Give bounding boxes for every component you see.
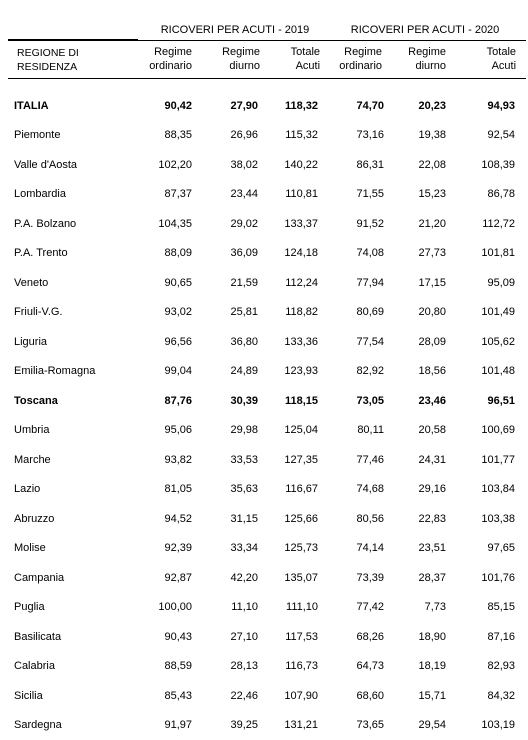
value-cell: 29,02 [203, 209, 267, 239]
region-cell: Molise [8, 534, 138, 564]
value-cell: 38,02 [203, 150, 267, 180]
value-cell: 103,84 [454, 475, 526, 505]
value-cell: 27,73 [390, 239, 454, 269]
value-cell: 27,90 [203, 91, 267, 121]
table-row [8, 622, 526, 652]
region-cell: Umbria [8, 416, 138, 446]
header-group-row [8, 20, 526, 40]
value-cell: 64,73 [324, 652, 390, 682]
value-cell: 23,44 [203, 180, 267, 210]
region-cell: Marche [8, 445, 138, 475]
value-cell: 21,59 [203, 268, 267, 298]
value-cell: 74,14 [324, 534, 390, 564]
table-row [8, 357, 526, 387]
value-cell: 91,97 [138, 711, 203, 740]
value-cell: 125,73 [267, 534, 324, 564]
header-ordinario-2020 [324, 40, 390, 79]
table-row [8, 504, 526, 534]
value-cell: 108,39 [454, 150, 526, 180]
value-cell: 85,43 [138, 681, 203, 711]
value-cell: 118,82 [267, 298, 324, 328]
region-cell: Veneto [8, 268, 138, 298]
hospitalization-rate-table [8, 20, 526, 740]
value-cell: 103,19 [454, 711, 526, 740]
value-cell: 71,55 [324, 180, 390, 210]
region-cell: Basilicata [8, 622, 138, 652]
value-cell: 80,69 [324, 298, 390, 328]
table-row [8, 180, 526, 210]
value-cell: 133,37 [267, 209, 324, 239]
value-cell: 125,66 [267, 504, 324, 534]
value-cell: 33,34 [203, 534, 267, 564]
value-cell: 20,23 [390, 91, 454, 121]
value-cell: 31,15 [203, 504, 267, 534]
value-cell: 103,38 [454, 504, 526, 534]
value-cell: 101,76 [454, 563, 526, 593]
value-cell: 28,09 [390, 327, 454, 357]
value-cell: 115,32 [267, 121, 324, 151]
value-cell: 24,31 [390, 445, 454, 475]
value-cell: 29,54 [390, 711, 454, 740]
value-cell: 22,08 [390, 150, 454, 180]
header-line: diurno [415, 60, 446, 72]
header-line: Regime [154, 46, 192, 58]
table-row [8, 416, 526, 446]
table-row [8, 711, 526, 740]
value-cell: 99,04 [138, 357, 203, 387]
header-line: Regime [344, 46, 382, 58]
value-cell: 18,19 [390, 652, 454, 682]
region-cell: Valle d'Aosta [8, 150, 138, 180]
header-totale-2019 [267, 40, 324, 79]
header-sub-row [8, 40, 526, 79]
value-cell: 74,70 [324, 91, 390, 121]
value-cell: 94,52 [138, 504, 203, 534]
value-cell: 82,92 [324, 357, 390, 387]
table-row [8, 593, 526, 623]
value-cell: 86,78 [454, 180, 526, 210]
value-cell: 20,80 [390, 298, 454, 328]
value-cell: 29,16 [390, 475, 454, 505]
value-cell: 80,11 [324, 416, 390, 446]
value-cell: 93,82 [138, 445, 203, 475]
value-cell: 96,51 [454, 386, 526, 416]
value-cell: 74,08 [324, 239, 390, 269]
value-cell: 77,94 [324, 268, 390, 298]
value-cell: 77,42 [324, 593, 390, 623]
value-cell: 125,04 [267, 416, 324, 446]
header-line: Acuti [296, 60, 320, 72]
header-line: Acuti [492, 60, 516, 72]
value-cell: 25,81 [203, 298, 267, 328]
header-region: REGIONE DI RESIDENZA [8, 40, 138, 79]
value-cell: 117,53 [267, 622, 324, 652]
value-cell: 135,07 [267, 563, 324, 593]
value-cell: 92,39 [138, 534, 203, 564]
table-row [8, 386, 526, 416]
value-cell: 100,00 [138, 593, 203, 623]
value-cell: 35,63 [203, 475, 267, 505]
region-cell: Calabria [8, 652, 138, 682]
table-header [8, 20, 526, 79]
header-line: Regime [222, 46, 260, 58]
value-cell: 88,09 [138, 239, 203, 269]
region-cell: Campania [8, 563, 138, 593]
header-line: ordinario [339, 60, 382, 72]
value-cell: 92,54 [454, 121, 526, 151]
table-row [8, 534, 526, 564]
value-cell: 30,39 [203, 386, 267, 416]
value-cell: 73,05 [324, 386, 390, 416]
value-cell: 100,69 [454, 416, 526, 446]
region-cell: P.A. Trento [8, 239, 138, 269]
header-group-2020: RICOVERI PER ACUTI - 2020 [324, 20, 526, 40]
value-cell: 140,22 [267, 150, 324, 180]
value-cell: 101,48 [454, 357, 526, 387]
value-cell: 33,53 [203, 445, 267, 475]
value-cell: 18,56 [390, 357, 454, 387]
value-cell: 21,20 [390, 209, 454, 239]
header-line: ordinario [149, 60, 192, 72]
table-row [8, 209, 526, 239]
value-cell: 97,65 [454, 534, 526, 564]
value-cell: 68,60 [324, 681, 390, 711]
table-row [8, 652, 526, 682]
value-cell: 107,90 [267, 681, 324, 711]
value-cell: 18,90 [390, 622, 454, 652]
value-cell: 88,35 [138, 121, 203, 151]
value-cell: 80,56 [324, 504, 390, 534]
value-cell: 116,73 [267, 652, 324, 682]
header-corner-cell [8, 20, 138, 40]
value-cell: 118,32 [267, 91, 324, 121]
region-cell: Friuli-V.G. [8, 298, 138, 328]
value-cell: 26,96 [203, 121, 267, 151]
region-cell: ITALIA [8, 91, 138, 121]
value-cell: 36,80 [203, 327, 267, 357]
table-row [8, 150, 526, 180]
value-cell: 93,02 [138, 298, 203, 328]
value-cell: 17,15 [390, 268, 454, 298]
header-diurno-2019 [203, 40, 267, 79]
value-cell: 104,35 [138, 209, 203, 239]
value-cell: 123,93 [267, 357, 324, 387]
value-cell: 42,20 [203, 563, 267, 593]
value-cell: 84,32 [454, 681, 526, 711]
value-cell: 91,52 [324, 209, 390, 239]
value-cell: 24,89 [203, 357, 267, 387]
header-line: Regime [408, 46, 446, 58]
table-row [8, 268, 526, 298]
table-row [8, 298, 526, 328]
value-cell: 39,25 [203, 711, 267, 740]
value-cell: 87,76 [138, 386, 203, 416]
value-cell: 127,35 [267, 445, 324, 475]
value-cell: 95,06 [138, 416, 203, 446]
value-cell: 19,38 [390, 121, 454, 151]
value-cell: 77,46 [324, 445, 390, 475]
value-cell: 105,62 [454, 327, 526, 357]
value-cell: 36,09 [203, 239, 267, 269]
value-cell: 7,73 [390, 593, 454, 623]
table-row [8, 327, 526, 357]
value-cell: 74,68 [324, 475, 390, 505]
value-cell: 68,26 [324, 622, 390, 652]
value-cell: 133,36 [267, 327, 324, 357]
value-cell: 73,39 [324, 563, 390, 593]
region-cell: Lazio [8, 475, 138, 505]
value-cell: 110,81 [267, 180, 324, 210]
table-row [8, 445, 526, 475]
value-cell: 73,16 [324, 121, 390, 151]
region-cell: Abruzzo [8, 504, 138, 534]
header-totale-2020 [454, 40, 526, 79]
header-group-2019: RICOVERI PER ACUTI - 2019 [138, 20, 324, 40]
value-cell: 90,42 [138, 91, 203, 121]
value-cell: 94,93 [454, 91, 526, 121]
value-cell: 118,15 [267, 386, 324, 416]
value-cell: 82,93 [454, 652, 526, 682]
value-cell: 81,05 [138, 475, 203, 505]
value-cell: 11,10 [203, 593, 267, 623]
value-cell: 29,98 [203, 416, 267, 446]
header-line: Totale [487, 46, 516, 58]
value-cell: 102,20 [138, 150, 203, 180]
value-cell: 87,16 [454, 622, 526, 652]
value-cell: 112,24 [267, 268, 324, 298]
region-cell: Toscana [8, 386, 138, 416]
region-cell: Sicilia [8, 681, 138, 711]
value-cell: 77,54 [324, 327, 390, 357]
value-cell: 73,65 [324, 711, 390, 740]
table-row [8, 239, 526, 269]
region-cell: P.A. Bolzano [8, 209, 138, 239]
table-row [8, 121, 526, 151]
header-diurno-2020 [390, 40, 454, 79]
value-cell: 101,77 [454, 445, 526, 475]
value-cell: 87,37 [138, 180, 203, 210]
value-cell: 116,67 [267, 475, 324, 505]
table-row [8, 681, 526, 711]
value-cell: 20,58 [390, 416, 454, 446]
value-cell: 88,59 [138, 652, 203, 682]
value-cell: 90,65 [138, 268, 203, 298]
value-cell: 92,87 [138, 563, 203, 593]
value-cell: 95,09 [454, 268, 526, 298]
value-cell: 86,31 [324, 150, 390, 180]
header-line: diurno [229, 60, 260, 72]
table-body [8, 79, 526, 740]
value-cell: 28,37 [390, 563, 454, 593]
header-ordinario-2019 [138, 40, 203, 79]
table-row [8, 475, 526, 505]
value-cell: 15,71 [390, 681, 454, 711]
region-cell: Puglia [8, 593, 138, 623]
value-cell: 23,46 [390, 386, 454, 416]
header-spacer [8, 79, 526, 92]
value-cell: 23,51 [390, 534, 454, 564]
region-cell: Sardegna [8, 711, 138, 740]
region-cell: Emilia-Romagna [8, 357, 138, 387]
value-cell: 28,13 [203, 652, 267, 682]
value-cell: 101,49 [454, 298, 526, 328]
value-cell: 22,83 [390, 504, 454, 534]
value-cell: 90,43 [138, 622, 203, 652]
table-row [8, 563, 526, 593]
value-cell: 22,46 [203, 681, 267, 711]
value-cell: 96,56 [138, 327, 203, 357]
table-row [8, 91, 526, 121]
region-cell: Lombardia [8, 180, 138, 210]
region-cell: Liguria [8, 327, 138, 357]
value-cell: 111,10 [267, 593, 324, 623]
value-cell: 15,23 [390, 180, 454, 210]
value-cell: 112,72 [454, 209, 526, 239]
header-line: Totale [291, 46, 320, 58]
value-cell: 101,81 [454, 239, 526, 269]
value-cell: 85,15 [454, 593, 526, 623]
value-cell: 124,18 [267, 239, 324, 269]
value-cell: 27,10 [203, 622, 267, 652]
region-cell: Piemonte [8, 121, 138, 151]
value-cell: 131,21 [267, 711, 324, 740]
